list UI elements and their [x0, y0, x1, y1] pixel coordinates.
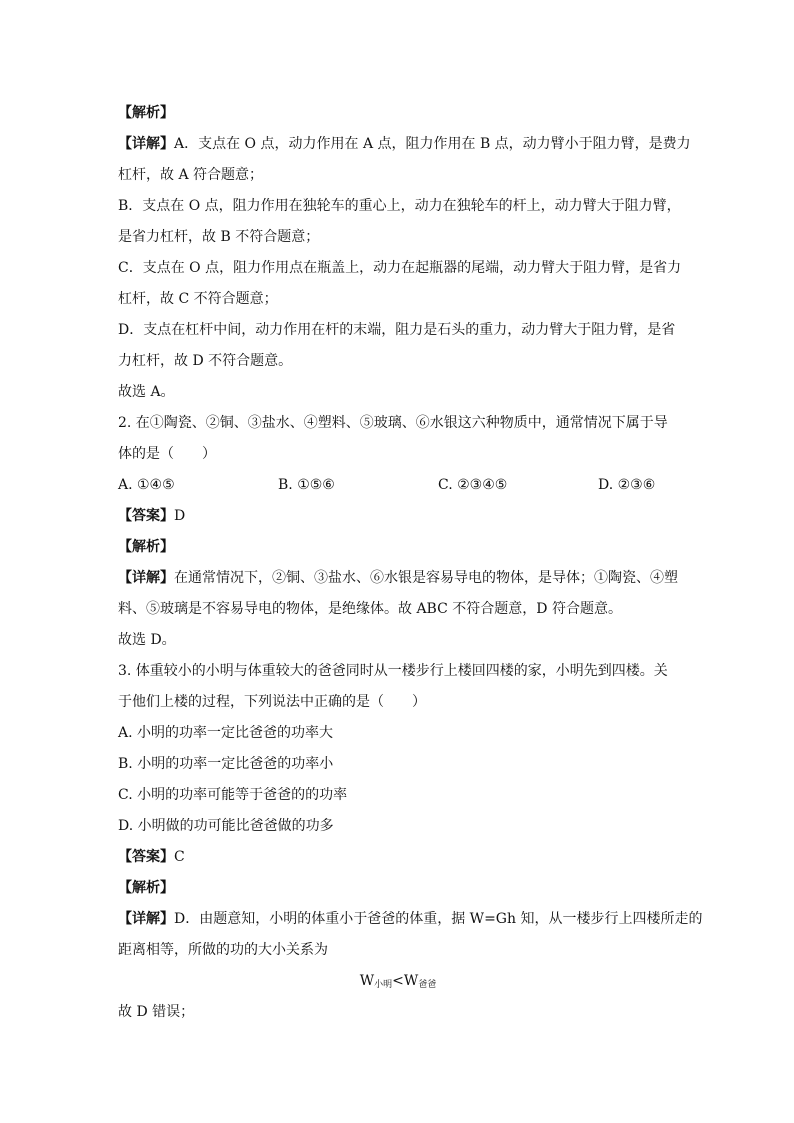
- detail-line: C．支点在 O 点，阻力作用点在瓶盖上，动力在起瓶器的尾端，动力臂大于阻力臂，是省力: [118, 260, 682, 276]
- answer-line: [118, 842, 678, 873]
- analysis-tag: 【解析】: [118, 880, 174, 896]
- answer-value: D: [174, 508, 186, 524]
- detail-line: B．支点在 O 点，阻力作用在独轮车的重心上，动力在独轮车的杆上，动力臂大于阻力臂，: [118, 198, 681, 214]
- detail-line: 力杠杆，故 D 不符合题意。: [118, 353, 293, 369]
- detail-line: [118, 129, 691, 160]
- question-2-stem: 体的是（ ）: [118, 446, 216, 462]
- detail-line: 距离相等，所做的功的大小关系为: [118, 942, 328, 958]
- document-page: [118, 98, 703, 1028]
- analysis-tag: 【解析】: [118, 539, 174, 555]
- option-c: C. ②③④⑤: [438, 477, 508, 493]
- detail-line: [118, 904, 703, 935]
- detail-line: [118, 563, 678, 594]
- detail-tag: 【详解】: [118, 911, 174, 927]
- formula-operator: <: [392, 973, 404, 989]
- detail-line: 杠杆，故 A 符合题意；: [118, 167, 264, 183]
- option-d: D. 小明做的功可能比爸爸做的功多: [118, 818, 334, 834]
- detail-line: 是省力杠杆，故 B 不符合题意；: [118, 229, 320, 245]
- option-c: C. 小明的功率可能等于爸爸的的功率: [118, 787, 348, 803]
- detail-line: D．支点在杠杆中间，动力作用在杆的末端，阻力是石头的重力，动力臂大于阻力臂，是省: [118, 322, 676, 338]
- analysis-tag: 【解析】: [118, 105, 174, 121]
- formula-sub-dad: 爸爸: [418, 980, 437, 990]
- answer-tag: 【答案】: [118, 849, 174, 865]
- detail-tag: 【详解】: [118, 136, 174, 152]
- formula-w-dad: W: [403, 973, 419, 989]
- answer-line: [118, 501, 678, 532]
- detail-text: A．支点在 O 点，动力作用在 A 点，阻力作用在 B 点，动力臂小于阻力臂，是费力: [174, 136, 691, 152]
- analysis-heading: [118, 532, 678, 563]
- question-2-stem: 2. 在①陶瓷、②铜、③盐水、④塑料、⑤玻璃、⑥水银这六种物质中，通常情况下属于导: [118, 415, 668, 431]
- conclusion-line: 故 D 错误；: [118, 1004, 195, 1020]
- question-3-stem: 3. 体重较小的小明与体重较大的爸爸同时从一楼步行上楼回四楼的家，小明先到四楼。关: [118, 663, 668, 679]
- detail-line: 杠杆，故 C 不符合题意；: [118, 291, 278, 307]
- analysis-heading: [118, 873, 678, 904]
- option-b: B. 小明的功率一定比爸爸的功率小: [118, 756, 334, 772]
- answer-tag: 【答案】: [118, 508, 174, 524]
- conclusion-line: 故选 A。: [118, 384, 175, 400]
- question-2-options: [118, 470, 678, 501]
- detail-tag: 【详解】: [118, 570, 174, 586]
- detail-text: D．由题意知，小明的体重小于爸爸的体重，据 W=Gh 知，从一楼步行上四楼所走的: [174, 911, 703, 927]
- option-a: A. 小明的功率一定比爸爸的功率大: [118, 725, 334, 741]
- detail-text: 在通常情况下，②铜、③盐水、⑥水银是容易导电的物体，是导体；①陶瓷、④塑: [174, 570, 678, 586]
- question-3-stem: 于他们上楼的过程，下列说法中正确的是（ ）: [118, 694, 426, 710]
- detail-line: 料、⑤玻璃是不容易导电的物体，是绝缘体。故 ABC 不符合题意，D 符合题意。: [118, 601, 622, 617]
- option-a: A. ①④⑤: [118, 477, 175, 493]
- answer-value: C: [174, 849, 185, 865]
- option-b: B. ①⑤⑥: [278, 477, 335, 493]
- conclusion-line: 故选 D。: [118, 632, 176, 648]
- analysis-heading: [118, 98, 678, 129]
- formula-sub-xiaoming: 小明: [374, 980, 393, 990]
- option-d: D. ②③⑥: [598, 477, 656, 493]
- formula-w-xiaoming: W: [359, 973, 375, 989]
- work-comparison-formula: [118, 966, 678, 997]
